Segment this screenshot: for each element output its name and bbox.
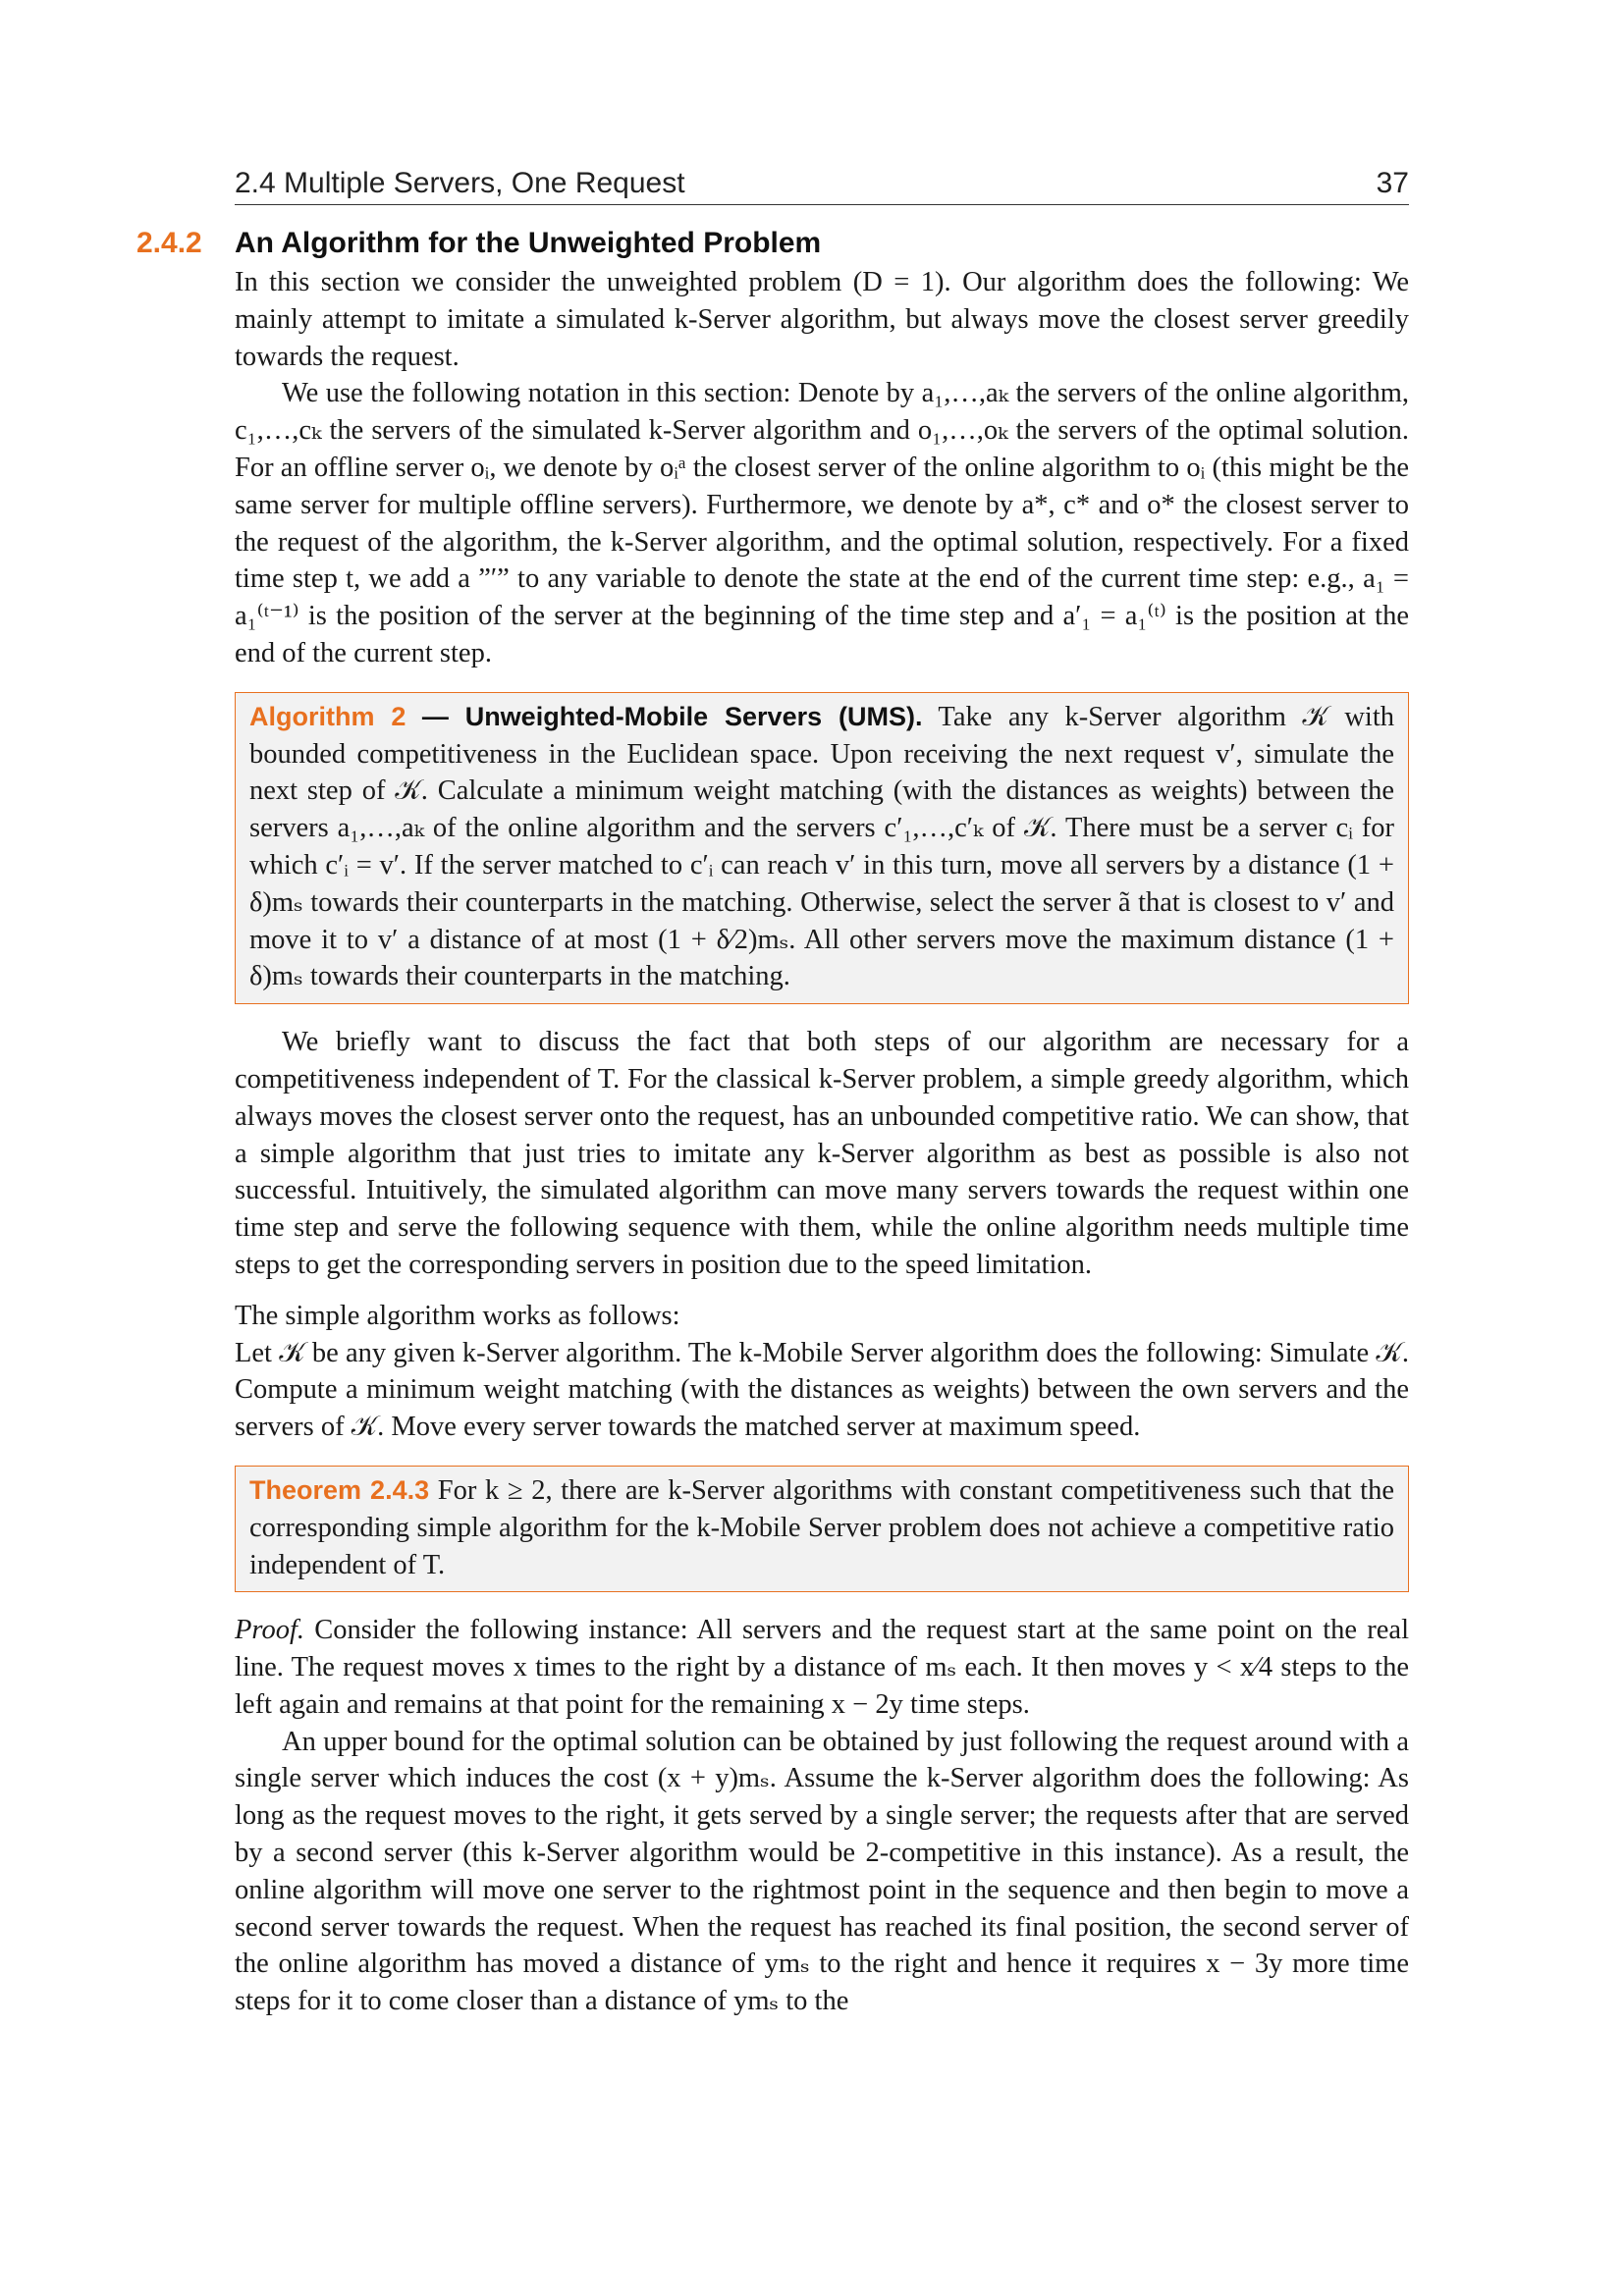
page <box>136 157 1409 2020</box>
algorithm-title: — Unweighted-Mobile Servers (UMS). <box>421 701 923 731</box>
paragraph-discussion: We briefly want to discuss the fact that both steps of our algorithm are necessary for a competitiveness independent of T. For the classical k-Server problem, a simple greedy algorithm, which always moves the closest server onto the request, has an unbounded competitive ratio. We can show, that a simple algorithm that just tries to imitate any k-Server algorithm as best as possible is also not successful. Intuitively, the simulated algorithm can move many servers towards the request within one time step and serve the following sequence with them, while the online algorithm needs multiple time steps to get the corresponding servers in position due to the speed limitation. <box>235 1027 1409 1280</box>
theorem-label: Theorem 2.4.3 <box>249 1474 430 1505</box>
page-number: 37 <box>1376 167 1409 199</box>
section-heading <box>136 223 1409 264</box>
paragraph-simple-algorithm: Let 𝒦 be any given k-Server algorithm. The k-Mobile Server algorithm does the following: Simulate 𝒦. Compute a minimum weight matching (with the distances as weights) between the own servers and the servers of 𝒦. Move every server towards the matched server at maximum speed. <box>235 1337 1409 1443</box>
paragraph-simple-intro: The simple algorithm works as follows: <box>235 1300 680 1331</box>
section-title: An Algorithm for the Unweighted Problem <box>235 227 822 259</box>
algorithm-label: Algorithm 2 <box>249 701 406 731</box>
paragraph-proof <box>235 1612 1409 1723</box>
proof-text: Consider the following instance: All servers and the request start at the same point on the real line. The request moves x times to the right by a distance of mₛ each. It then moves y < x⁄4 steps to the left again and remains at that point for the remaining x − 2y time steps. <box>235 1615 1409 1720</box>
running-head <box>235 157 1409 205</box>
section-number: 2.4.2 <box>136 227 202 259</box>
theorem-box <box>235 1466 1409 1592</box>
paragraph-intro: In this section we consider the unweighted problem (D = 1). Our algorithm does the following: We mainly attempt to imitate a simulated k-Server algorithm, but always move the closest server greedily towards the request. <box>235 267 1409 372</box>
algorithm-body: Take any k-Server algorithm 𝒦 with bounded competitiveness in the Euclidean space. Upon receiving the next request v′, simulate the next step of 𝒦. Calculate a minimum weight matching (with the distances as weights) between the servers a₁,…,aₖ of the online algorithm and the servers c′₁,…,c′ₖ of 𝒦. There must be a server cᵢ for which c′ᵢ = v′. If the server matched to c′ᵢ can reach v′ in this turn, move all servers by a distance (1 + δ)mₛ towards their counterparts in the matching. Otherwise, select the server ã that is closest to v′ and move it to v′ a distance of at most (1 + δ⁄2)mₛ. All other servers move the maximum distance (1 + δ)mₛ towards their counterparts in the matching. <box>249 701 1394 992</box>
theorem-body: For k ≥ 2, there are k-Server algorithms with constant competitiveness such that the corresponding simple algorithm for the k-Mobile Server problem does not achieve a competitive ratio independent of T. <box>249 1474 1394 1580</box>
paragraph-notation: We use the following notation in this section: Denote by a₁,…,aₖ the servers of the online algorithm, c₁,…,cₖ the servers of the simulated k-Server algorithm and o₁,…,oₖ the servers of the optimal solution. For an offline server oᵢ, we denote by oᵢᵃ the closest server of the online algorithm to oᵢ (this might be the same server for multiple offline servers). Furthermore, we denote by a*, c* and o* the closest server to the request of the algorithm, the k-Server algorithm, and the optimal solution, respectively. For a fixed time step t, we add a ”′” to any variable to denote the state at the end of the current time step: e.g., a₁ = a₁⁽ᵗ⁻¹⁾ is the position of the server at the beginning of the time step and a′₁ = a₁⁽ᵗ⁾ is the position at the end of the current step. <box>235 378 1409 668</box>
proof-label: Proof. <box>235 1615 304 1646</box>
running-head-section: 2.4 Multiple Servers, One Request <box>235 167 685 199</box>
algorithm-box <box>235 692 1409 1004</box>
paragraph-upper-bound: An upper bound for the optimal solution can be obtained by just following the request around with a single server which induces the cost (x + y)mₛ. Assume the k-Server algorithm does the following: As long as the request moves to the right, it gets served by a single server; the requests after that are served by a second server (this k-Server algorithm would be 2-competitive in this instance). As a result, the online algorithm will move one server to the rightmost point in the sequence and then begin to move a second server towards the request. When the request has reached its final position, the second server of the online algorithm has moved a distance of ymₛ to the right and hence it requires x − 3y more time steps for it to come closer than a distance of ymₛ to the <box>235 1726 1409 2017</box>
